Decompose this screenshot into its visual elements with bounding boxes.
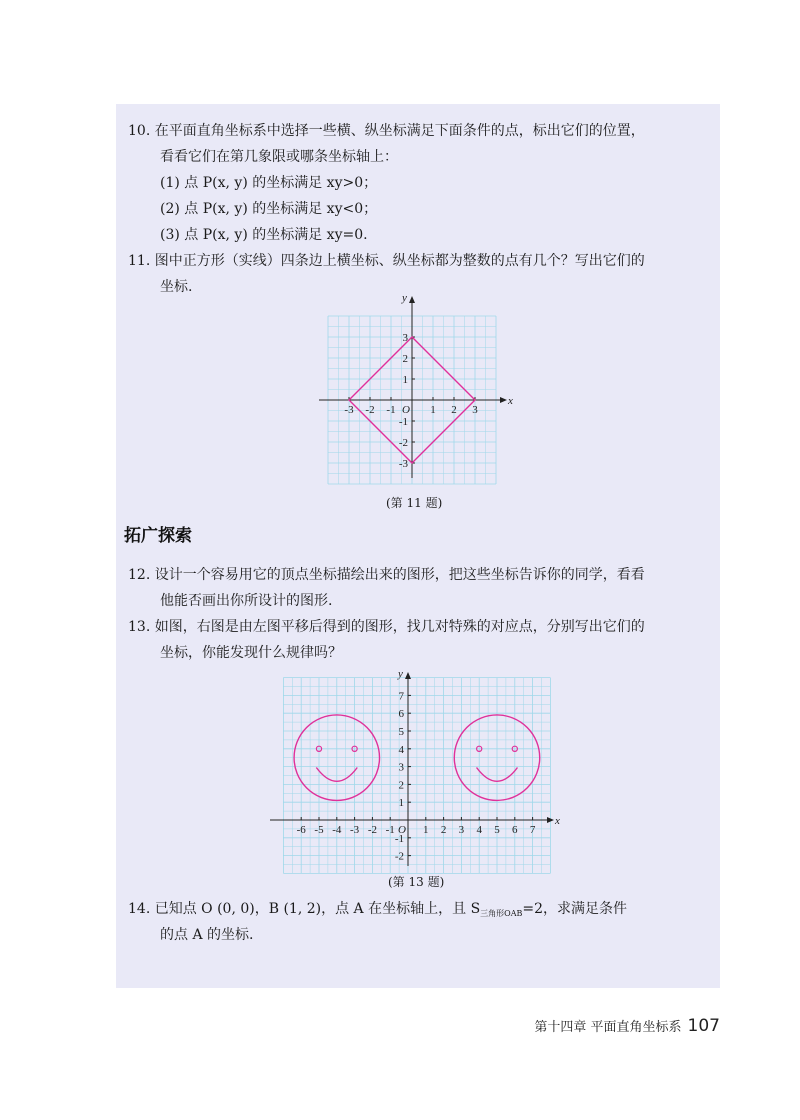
y-tick-label: -2	[394, 850, 404, 863]
page-footer	[470, 1016, 720, 1038]
problem-14-stem-line2: 的点 A 的坐标.	[160, 927, 254, 943]
problem-12-stem-line2: 他能否画出你所设计的图形.	[160, 593, 333, 609]
y-tick-label: 1	[398, 797, 404, 810]
origin-label: O	[398, 824, 406, 836]
y-tick-label: 6	[398, 708, 404, 721]
problem-10-stem-line1: 10. 在平面直角坐标系中选择一些横、纵坐标满足下面条件的点，标出它们的位置，	[128, 123, 645, 139]
y-tick-label: -3	[398, 458, 408, 470]
y-tick-label: 5	[398, 726, 404, 738]
problem-11-stem-line2: 坐标.	[160, 279, 193, 295]
problem-14-stem-a: 14. 已知点 O (0, 0)，B (1, 2)，点 A 在坐标轴上，且 S	[128, 901, 481, 917]
y-tick-label: -2	[398, 437, 408, 449]
x-tick-label: 4	[476, 824, 482, 836]
x-tick-label: 2	[440, 824, 447, 836]
x-tick-label: 1	[423, 824, 429, 836]
x-tick-label: 6	[512, 824, 518, 836]
y-axis-label: y	[402, 292, 407, 304]
x-tick-label: -1	[386, 404, 396, 416]
y-tick-label: 2	[402, 353, 408, 365]
x-tick-label: 5	[494, 824, 500, 836]
x-tick-label: 2	[451, 404, 457, 416]
x-tick-label: -3	[350, 824, 360, 836]
y-axis-label: y	[398, 668, 403, 680]
origin-label: O	[402, 404, 410, 416]
x-tick-label: 7	[529, 824, 536, 836]
problem-10-stem-line2: 看看它们在第几象限或哪条坐标轴上：	[160, 149, 398, 165]
problem-12-stem-line1: 12. 设计一个容易用它的顶点坐标描绘出来的图形，把这些坐标告诉你的同学，看看	[128, 567, 645, 583]
x-tick-label: -5	[314, 824, 324, 836]
problem-10-condition-3: (3) 点 P(x, y) 的坐标满足 xy=0.	[160, 227, 368, 243]
y-tick-label: 7	[398, 690, 404, 703]
problem-14-stem-line1	[128, 899, 627, 924]
x-tick-label: -3	[344, 404, 354, 416]
x-tick-label: -2	[365, 404, 375, 416]
figure-11-caption: (第 11 题)	[386, 496, 443, 510]
y-axis-arrow	[405, 672, 411, 679]
section-heading: 拓广探索	[124, 526, 192, 546]
problem-10-condition-2: (2) 点 P(x, y) 的坐标满足 xy<0；	[160, 201, 378, 217]
problem-13-stem-line1: 13. 如图，右图是由左图平移后得到的图形，找几对特殊的对应点，分别写出它们的	[128, 619, 645, 635]
x-axis-arrow	[500, 397, 507, 403]
figure-11-coordinate-square	[315, 292, 525, 484]
x-tick-label: -4	[332, 824, 342, 836]
y-tick-label: -1	[394, 832, 404, 845]
problem-13-stem-line2: 坐标，你能发现什么规律吗？	[160, 645, 342, 661]
y-tick-label: 2	[398, 779, 404, 792]
x-tick-label: -2	[367, 824, 377, 836]
triangle-subscript: 三角形OAB	[480, 909, 523, 918]
y-axis-arrow	[409, 296, 415, 303]
y-tick-label: -1	[398, 416, 408, 428]
x-axis-label: x	[555, 815, 560, 827]
problem-11-stem-line1: 11. 图中正方形（实线）四条边上横坐标、纵坐标都为整数的点有几个？写出它们的	[128, 253, 645, 269]
x-tick-label: -6	[296, 824, 306, 836]
y-tick-label: 1	[402, 374, 408, 386]
x-tick-label: -1	[385, 824, 395, 836]
y-tick-label: 4	[398, 743, 404, 756]
y-tick-label: 3	[402, 332, 408, 344]
x-tick-label: 3	[458, 824, 465, 836]
figure-13-caption: (第 13 题)	[388, 875, 445, 889]
chapter-title: 第十四章 平面直角坐标系	[534, 1020, 682, 1035]
y-tick-label: 3	[398, 761, 404, 774]
problem-14-stem-b: =2，求满足条件	[522, 901, 628, 917]
figure-13-smiley-faces	[268, 670, 568, 870]
x-tick-label: 3	[472, 404, 478, 416]
x-axis-label: x	[508, 395, 513, 407]
page-number: 107	[687, 1016, 720, 1036]
problem-10-condition-1: (1) 点 P(x, y) 的坐标满足 xy>0；	[160, 175, 378, 191]
x-tick-label: 1	[430, 404, 436, 416]
